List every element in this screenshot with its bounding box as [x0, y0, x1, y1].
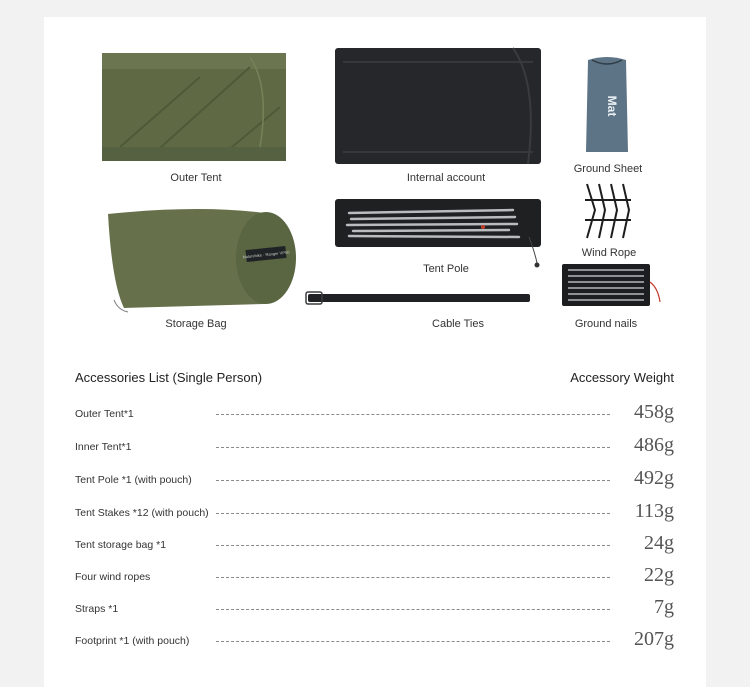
internal-account-image — [333, 44, 545, 168]
outer-tent-image — [100, 47, 290, 165]
leader-dashes — [216, 609, 610, 610]
ground-nails-caption: Ground nails — [574, 318, 638, 330]
leader-dashes — [216, 447, 610, 448]
leader-dashes — [216, 545, 610, 546]
item-name: Four wind ropes — [75, 571, 151, 583]
item-name: Footprint *1 (with pouch) — [75, 635, 190, 647]
wind-rope-image — [581, 180, 635, 242]
list-item — [44, 532, 706, 558]
ground-sheet-image — [582, 54, 632, 156]
accessory-weight-header: Accessory Weight — [570, 370, 674, 385]
item-weight: 7g — [654, 596, 674, 618]
item-weight: 113g — [634, 500, 674, 522]
item-name: Tent Pole *1 (with pouch) — [75, 474, 192, 486]
item-weight: 207g — [634, 628, 674, 650]
accessories-list-title: Accessories List (Single Person) — [75, 370, 263, 385]
item-weight: 24g — [644, 532, 674, 554]
list-item — [44, 434, 706, 460]
list-item — [44, 628, 706, 654]
outer-tent-caption: Outer Tent — [170, 172, 222, 184]
item-name: Inner Tent*1 — [75, 441, 132, 453]
item-weight: 492g — [634, 467, 674, 489]
list-item — [44, 467, 706, 493]
item-name: Outer Tent*1 — [75, 408, 134, 420]
item-weight: 22g — [644, 564, 674, 586]
leader-dashes — [216, 641, 610, 642]
item-name: Tent Stakes *12 (with pouch) — [75, 507, 209, 519]
cable-ties-image — [302, 291, 534, 311]
item-name: Straps *1 — [75, 603, 119, 615]
internal-account-caption: Internal account — [406, 172, 486, 184]
list-item — [44, 564, 706, 590]
ground-nails-image — [560, 262, 664, 308]
list-item — [44, 500, 706, 526]
ground-sheet-caption: Ground Sheet — [573, 163, 643, 175]
ground-sheet-brand: Mat — [605, 95, 619, 117]
accessories-card — [44, 17, 706, 687]
item-weight: 458g — [634, 401, 674, 423]
wind-rope-caption: Wind Rope — [581, 247, 637, 259]
storage-bag-label: Naturehike · Ranger VP50 — [242, 249, 290, 260]
leader-dashes — [216, 513, 610, 514]
leader-dashes — [216, 577, 610, 578]
item-weight: 486g — [634, 434, 674, 456]
cable-ties-caption: Cable Ties — [432, 318, 484, 330]
leader-dashes — [216, 414, 610, 415]
list-item — [44, 401, 706, 427]
storage-bag-image — [104, 204, 304, 316]
item-name: Tent storage bag *1 — [75, 539, 167, 551]
tent-pole-caption: Tent Pole — [423, 263, 469, 275]
storage-bag-caption: Storage Bag — [165, 318, 227, 330]
list-item — [44, 596, 706, 622]
tent-pole-image — [333, 197, 549, 269]
leader-dashes — [216, 480, 610, 481]
